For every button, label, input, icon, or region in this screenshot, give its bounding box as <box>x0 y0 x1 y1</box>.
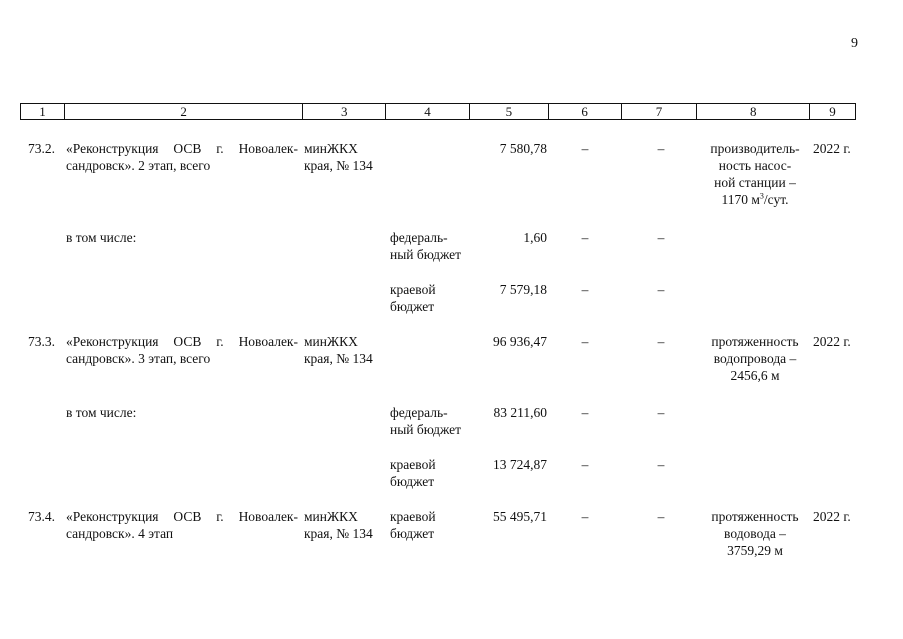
table-header-row <box>20 103 856 120</box>
header-col-1: 1 <box>21 104 65 119</box>
year: 2022 г. <box>813 509 851 524</box>
executor-line2: края, № 134 <box>304 158 373 173</box>
executor-line2: края, № 134 <box>304 351 373 366</box>
indicator-line3: 2456,6 м <box>730 368 780 383</box>
indicator-line2: водопровода – <box>713 351 797 366</box>
indicator-line2: ность насос- <box>718 158 792 173</box>
header-col-6: 6 <box>549 104 622 119</box>
header-col-2: 2 <box>65 104 303 119</box>
row-number: 73.2. <box>28 141 55 156</box>
col7-dash: – <box>657 509 665 524</box>
object-name-line1: «Реконструкция ОСВ г. Новоалек- <box>66 141 298 156</box>
col7-dash: – <box>657 457 665 472</box>
col6-dash: – <box>581 334 589 349</box>
col6-dash: – <box>581 509 589 524</box>
object-name-line2: сандровск». 4 этап <box>66 526 174 541</box>
year: 2022 г. <box>813 334 851 349</box>
source-line1: краевой <box>390 282 436 297</box>
source-line2: ный бюджет <box>390 422 462 437</box>
col6-dash: – <box>581 282 589 297</box>
col7-dash: – <box>657 282 665 297</box>
source-line2: бюджет <box>390 299 435 314</box>
source-line2: ный бюджет <box>390 247 462 262</box>
col7-dash: – <box>657 405 665 420</box>
source-line1: федераль- <box>390 405 448 420</box>
header-col-5: 5 <box>470 104 549 119</box>
indicator-line1: протяженность <box>711 334 799 349</box>
col6-dash: – <box>581 141 589 156</box>
year: 2022 г. <box>813 141 851 156</box>
executor-line1: минЖКХ <box>304 334 358 349</box>
source-line2: бюджет <box>390 474 435 489</box>
row-number: 73.4. <box>28 509 55 524</box>
amount: 13 724,87 <box>493 457 547 472</box>
executor-line2: края, № 134 <box>304 526 373 541</box>
amount: 83 211,60 <box>493 405 547 420</box>
page-number: 9 <box>851 36 858 51</box>
source-line1: краевой <box>390 509 436 524</box>
indicator-value: 1170 м <box>721 192 760 207</box>
header-col-8: 8 <box>697 104 810 119</box>
col6-dash: – <box>581 405 589 420</box>
object-name-line1: «Реконструкция ОСВ г. Новоалек- <box>66 509 298 524</box>
indicator-sup: 3 <box>759 191 764 201</box>
col7-dash: – <box>657 141 665 156</box>
header-col-4: 4 <box>386 104 470 119</box>
amount: 1,60 <box>523 230 547 245</box>
source-line1: федераль- <box>390 230 448 245</box>
header-col-9: 9 <box>829 104 836 119</box>
header-col-3: 3 <box>303 104 386 119</box>
including-label: в том числе: <box>66 230 137 245</box>
indicator-line1: производитель- <box>710 141 800 156</box>
object-name-line2: сандровск». 2 этап, всего <box>66 158 211 173</box>
executor-line1: минЖКХ <box>304 141 358 156</box>
indicator-line3: 3759,29 м <box>727 543 783 558</box>
col7-dash: – <box>657 334 665 349</box>
col6-dash: – <box>581 230 589 245</box>
header-col-7: 7 <box>622 104 698 119</box>
indicator-line3: ной станции – <box>714 175 796 190</box>
indicator-unit: /сут. <box>763 192 789 207</box>
object-name-line1: «Реконструкция ОСВ г. Новоалек- <box>66 334 298 349</box>
executor-line1: минЖКХ <box>304 509 358 524</box>
row-number: 73.3. <box>28 334 55 349</box>
amount: 96 936,47 <box>493 334 547 349</box>
amount: 7 580,78 <box>499 141 547 156</box>
indicator-line4 <box>700 191 810 208</box>
col6-dash: – <box>581 457 589 472</box>
source-line1: краевой <box>390 457 436 472</box>
amount: 7 579,18 <box>499 282 547 297</box>
indicator-line1: протяженность <box>711 509 799 524</box>
including-label: в том числе: <box>66 405 137 420</box>
amount: 55 495,71 <box>493 509 547 524</box>
col7-dash: – <box>657 230 665 245</box>
object-name-line2: сандровск». 3 этап, всего <box>66 351 211 366</box>
source-line2: бюджет <box>390 526 435 541</box>
indicator-line2: водовода – <box>724 526 786 541</box>
